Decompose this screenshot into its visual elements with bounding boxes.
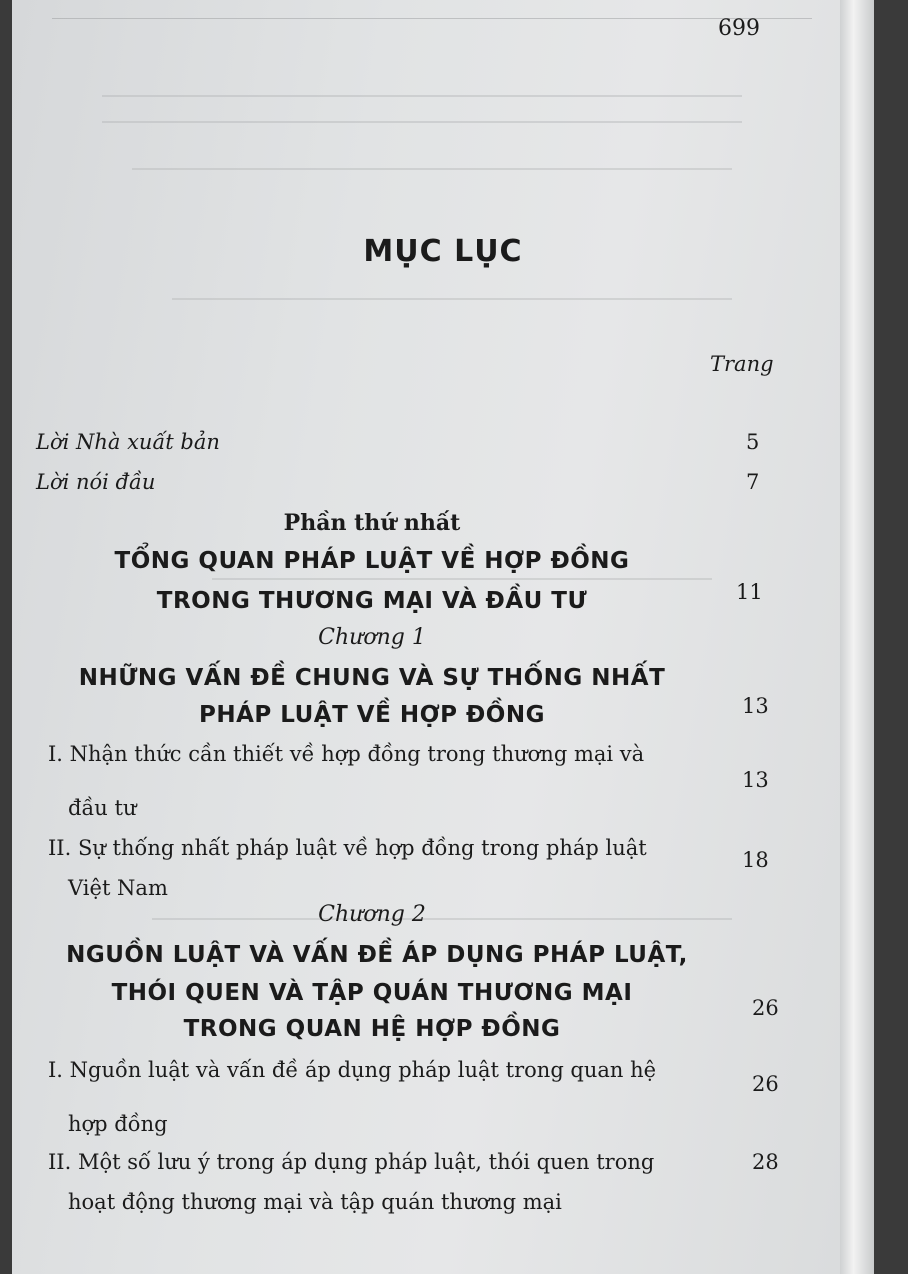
toc-section-line: I. Nhận thức cần thiết về hợp đồng trong thương mại và <box>48 742 645 766</box>
part-label: Phần thứ nhất <box>283 510 461 536</box>
toc-entry-label: Lời Nhà xuất bản <box>36 430 220 454</box>
toc-entry-page: 5 <box>746 430 760 454</box>
show-through-texture <box>172 280 732 300</box>
chapter-title: NHỮNG VẤN ĐỀ CHUNG VÀ SỰ THỐNG NHẤT <box>78 665 666 691</box>
toc-entry-page: 18 <box>742 848 769 872</box>
chapter-label: Chương 2 <box>318 902 426 927</box>
page-number: 699 <box>718 16 760 41</box>
chapter-label: Chương 1 <box>318 625 426 650</box>
toc-entry-page: 28 <box>752 1150 779 1174</box>
toc-entry-page: 13 <box>742 694 769 718</box>
page-edge <box>840 0 874 1274</box>
toc-section-line: hợp đồng <box>68 1112 168 1136</box>
toc-entry-page: 26 <box>752 996 779 1020</box>
toc-section-line: II. Sự thống nhất pháp luật về hợp đồng trong pháp luật <box>48 836 647 860</box>
toc-section-line: I. Nguồn luật và vấn đề áp dụng pháp luật trong quan hệ <box>48 1058 657 1082</box>
toc-entry-label: Lời nói đầu <box>36 470 156 494</box>
chapter-title: PHÁP LUẬT VỀ HỢP ĐỒNG <box>199 702 545 728</box>
toc-entry-page: 7 <box>746 470 760 494</box>
chapter-title: TRONG QUAN HỆ HỢP ĐỒNG <box>183 1016 561 1042</box>
toc-section-line: hoạt động thương mại và tập quán thương mại <box>68 1190 562 1214</box>
part-title: TỔNG QUAN PHÁP LUẬT VỀ HỢP ĐỒNG <box>114 548 630 574</box>
toc-section-line: đầu tư <box>68 796 137 820</box>
toc-section-line: II. Một số lưu ý trong áp dụng pháp luật, thói quen trong <box>48 1150 655 1174</box>
chapter-title: THÓI QUEN VÀ TẬP QUÁN THƯƠNG MẠI <box>111 980 633 1006</box>
toc-entry-page: 26 <box>752 1072 779 1096</box>
part-title: TRONG THƯƠNG MẠI VÀ ĐẦU TƯ <box>156 588 588 614</box>
page-column-label: Trang <box>710 352 774 376</box>
toc-section-line: Việt Nam <box>68 876 168 900</box>
show-through-texture <box>132 150 732 170</box>
toc-entry-page: 13 <box>742 768 769 792</box>
toc-title: MỤC LỤC <box>363 234 523 269</box>
book-page <box>12 0 874 1274</box>
show-through-texture <box>102 95 742 123</box>
toc-entry-page: 11 <box>736 580 763 604</box>
chapter-title: NGUỒN LUẬT VÀ VẤN ĐỀ ÁP DỤNG PHÁP LUẬT, <box>66 942 688 968</box>
running-head-rule <box>52 0 812 19</box>
